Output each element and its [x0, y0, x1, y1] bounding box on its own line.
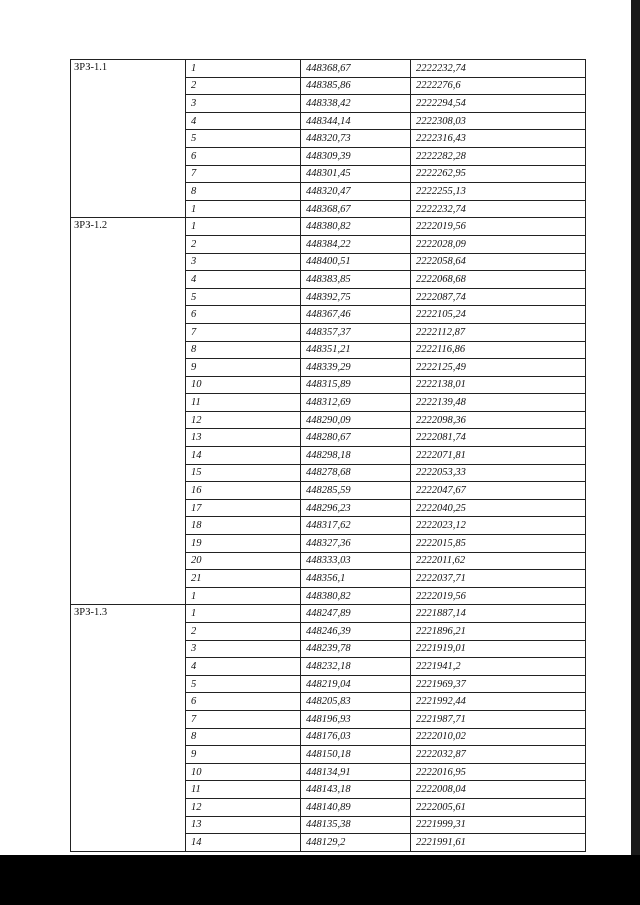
point-number-cell: 4: [186, 112, 301, 130]
coordinate-y-cell: 2222058,64: [411, 253, 586, 271]
coordinate-x-cell: 448380,82: [301, 587, 411, 605]
coordinate-x-cell: 448309,39: [301, 147, 411, 165]
coordinate-y-cell: 2222023,12: [411, 517, 586, 535]
coordinate-x-cell: 448367,46: [301, 306, 411, 324]
coordinate-y-cell: 2222053,33: [411, 464, 586, 482]
coordinate-y-cell: 2221896,21: [411, 623, 586, 641]
point-number-cell: 17: [186, 499, 301, 517]
coordinate-y-cell: 2222116,86: [411, 341, 586, 359]
coordinate-y-cell: 2222105,24: [411, 306, 586, 324]
coordinate-x-cell: 448285,59: [301, 482, 411, 500]
zone-name-cell: ЗРЗ-1.1: [71, 60, 186, 218]
point-number-cell: 16: [186, 482, 301, 500]
coordinate-x-cell: 448298,18: [301, 447, 411, 465]
coordinate-y-cell: 2222032,87: [411, 746, 586, 764]
coordinate-x-cell: 448135,38: [301, 816, 411, 834]
coordinate-x-cell: 448317,62: [301, 517, 411, 535]
table-row: [71, 218, 586, 236]
coordinate-x-cell: 448400,51: [301, 253, 411, 271]
coordinate-y-cell: 2222040,25: [411, 499, 586, 517]
point-number-cell: 9: [186, 359, 301, 377]
point-number-cell: 14: [186, 834, 301, 852]
point-number-cell: 1: [186, 200, 301, 218]
coordinate-x-cell: 448239,78: [301, 640, 411, 658]
coordinate-y-cell: 2221991,61: [411, 834, 586, 852]
coordinate-y-cell: 2222010,02: [411, 728, 586, 746]
coordinate-y-cell: 2222019,56: [411, 218, 586, 236]
coordinate-x-cell: 448301,45: [301, 165, 411, 183]
coordinate-y-cell: 2222011,62: [411, 552, 586, 570]
coordinate-x-cell: 448357,37: [301, 323, 411, 341]
point-number-cell: 10: [186, 763, 301, 781]
coordinate-y-cell: 2222308,03: [411, 112, 586, 130]
coordinate-y-cell: 2222081,74: [411, 429, 586, 447]
zone-name-cell: ЗРЗ-1.3: [71, 605, 186, 851]
coordinate-x-cell: 448368,67: [301, 200, 411, 218]
point-number-cell: 9: [186, 746, 301, 764]
coordinate-x-cell: 448176,03: [301, 728, 411, 746]
zone-name-cell: ЗРЗ-1.2: [71, 218, 186, 605]
coordinate-x-cell: 448140,89: [301, 798, 411, 816]
coordinate-x-cell: 448385,86: [301, 77, 411, 95]
point-number-cell: 7: [186, 710, 301, 728]
point-number-cell: 20: [186, 552, 301, 570]
coordinate-y-cell: 2221919,01: [411, 640, 586, 658]
point-number-cell: 8: [186, 728, 301, 746]
coordinates-table-body: [71, 60, 586, 852]
point-number-cell: 12: [186, 798, 301, 816]
point-number-cell: 7: [186, 165, 301, 183]
point-number-cell: 4: [186, 658, 301, 676]
coordinate-y-cell: 2222138,01: [411, 376, 586, 394]
point-number-cell: 14: [186, 447, 301, 465]
coordinate-x-cell: 448315,89: [301, 376, 411, 394]
coordinate-y-cell: 2222087,74: [411, 288, 586, 306]
coordinate-x-cell: 448333,03: [301, 552, 411, 570]
point-number-cell: 13: [186, 429, 301, 447]
point-number-cell: 3: [186, 253, 301, 271]
coordinate-x-cell: 448384,22: [301, 235, 411, 253]
coordinate-y-cell: 2222232,74: [411, 60, 586, 78]
coordinate-x-cell: 448344,14: [301, 112, 411, 130]
coordinate-y-cell: 2222232,74: [411, 200, 586, 218]
point-number-cell: 7: [186, 323, 301, 341]
point-number-cell: 10: [186, 376, 301, 394]
coordinate-x-cell: 448219,04: [301, 675, 411, 693]
scan-bottom-bar: [0, 855, 640, 905]
coordinate-y-cell: 2222294,54: [411, 95, 586, 113]
coordinate-x-cell: 448383,85: [301, 271, 411, 289]
coordinate-y-cell: 2222015,85: [411, 535, 586, 553]
coordinate-x-cell: 448280,67: [301, 429, 411, 447]
coordinate-x-cell: 448134,91: [301, 763, 411, 781]
point-number-cell: 6: [186, 306, 301, 324]
point-number-cell: 2: [186, 235, 301, 253]
coordinate-x-cell: 448205,83: [301, 693, 411, 711]
coordinate-x-cell: 448380,82: [301, 218, 411, 236]
point-number-cell: 8: [186, 183, 301, 201]
point-number-cell: 2: [186, 623, 301, 641]
coordinate-x-cell: 448129,2: [301, 834, 411, 852]
coordinate-y-cell: 2222005,61: [411, 798, 586, 816]
point-number-cell: 11: [186, 394, 301, 412]
coordinate-x-cell: 448356,1: [301, 570, 411, 588]
coordinate-y-cell: 2222255,13: [411, 183, 586, 201]
coordinate-y-cell: 2222262,95: [411, 165, 586, 183]
coordinate-x-cell: 448312,69: [301, 394, 411, 412]
point-number-cell: 18: [186, 517, 301, 535]
point-number-cell: 6: [186, 147, 301, 165]
coordinate-x-cell: 448246,39: [301, 623, 411, 641]
coordinate-y-cell: 2222068,68: [411, 271, 586, 289]
point-number-cell: 11: [186, 781, 301, 799]
point-number-cell: 13: [186, 816, 301, 834]
table-row: [71, 60, 586, 78]
point-number-cell: 12: [186, 411, 301, 429]
coordinate-y-cell: 2221941,2: [411, 658, 586, 676]
point-number-cell: 5: [186, 675, 301, 693]
coordinate-y-cell: 2221969,37: [411, 675, 586, 693]
coordinate-x-cell: 448143,18: [301, 781, 411, 799]
coordinate-x-cell: 448278,68: [301, 464, 411, 482]
coordinates-table: [70, 59, 586, 852]
point-number-cell: 21: [186, 570, 301, 588]
coordinate-y-cell: 2221887,14: [411, 605, 586, 623]
coordinate-y-cell: 2222098,36: [411, 411, 586, 429]
coordinate-x-cell: 448327,36: [301, 535, 411, 553]
point-number-cell: 5: [186, 288, 301, 306]
table-row: [71, 605, 586, 623]
coordinate-x-cell: 448368,67: [301, 60, 411, 78]
coordinate-y-cell: 2222028,09: [411, 235, 586, 253]
coordinate-y-cell: 2222016,95: [411, 763, 586, 781]
coordinate-x-cell: 448296,23: [301, 499, 411, 517]
coordinate-y-cell: 2222125,49: [411, 359, 586, 377]
point-number-cell: 6: [186, 693, 301, 711]
coordinate-y-cell: 2222139,48: [411, 394, 586, 412]
coordinate-x-cell: 448232,18: [301, 658, 411, 676]
coordinate-y-cell: 2221999,31: [411, 816, 586, 834]
point-number-cell: 19: [186, 535, 301, 553]
point-number-cell: 1: [186, 587, 301, 605]
coordinate-x-cell: 448339,29: [301, 359, 411, 377]
point-number-cell: 1: [186, 218, 301, 236]
coordinate-y-cell: 2222047,67: [411, 482, 586, 500]
coordinate-x-cell: 448196,93: [301, 710, 411, 728]
coordinate-x-cell: 448247,89: [301, 605, 411, 623]
coordinate-x-cell: 448150,18: [301, 746, 411, 764]
coordinate-y-cell: 2221987,71: [411, 710, 586, 728]
coordinate-x-cell: 448351,21: [301, 341, 411, 359]
point-number-cell: 4: [186, 271, 301, 289]
point-number-cell: 3: [186, 640, 301, 658]
coordinate-y-cell: 2222112,87: [411, 323, 586, 341]
coordinate-y-cell: 2222276,6: [411, 77, 586, 95]
point-number-cell: 2: [186, 77, 301, 95]
page-edge-shadow: [631, 0, 640, 905]
coordinate-y-cell: 2222282,28: [411, 147, 586, 165]
coordinate-y-cell: 2222037,71: [411, 570, 586, 588]
point-number-cell: 15: [186, 464, 301, 482]
point-number-cell: 1: [186, 605, 301, 623]
point-number-cell: 5: [186, 130, 301, 148]
coordinate-y-cell: 2221992,44: [411, 693, 586, 711]
coordinate-y-cell: 2222316,43: [411, 130, 586, 148]
coordinate-x-cell: 448392,75: [301, 288, 411, 306]
coordinate-x-cell: 448320,73: [301, 130, 411, 148]
coordinate-y-cell: 2222071,81: [411, 447, 586, 465]
point-number-cell: 1: [186, 60, 301, 78]
point-number-cell: 3: [186, 95, 301, 113]
coordinate-y-cell: 2222008,04: [411, 781, 586, 799]
coordinate-x-cell: 448338,42: [301, 95, 411, 113]
coordinate-x-cell: 448290,09: [301, 411, 411, 429]
coordinate-y-cell: 2222019,56: [411, 587, 586, 605]
coordinate-x-cell: 448320,47: [301, 183, 411, 201]
point-number-cell: 8: [186, 341, 301, 359]
